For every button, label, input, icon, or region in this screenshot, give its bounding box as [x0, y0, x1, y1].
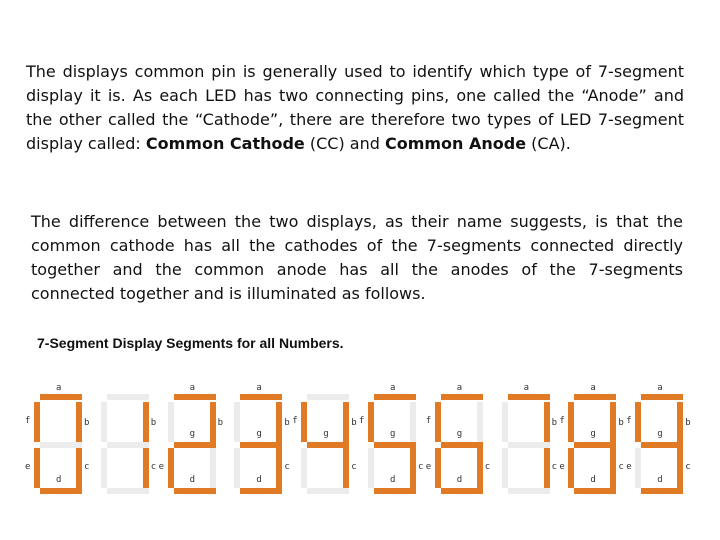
- common-anode-term: Common Anode: [384, 134, 527, 153]
- segment-label-a: a: [590, 383, 596, 393]
- segment-c: [677, 448, 683, 488]
- segment-label-e: e: [626, 462, 632, 472]
- segment-label-c: c: [551, 462, 558, 472]
- segment-label-g: g: [256, 429, 262, 439]
- segment-a: [508, 394, 550, 400]
- segment-label-b: b: [551, 418, 558, 428]
- segment-label-a: a: [657, 383, 663, 393]
- seven-segment-digit: [559, 372, 628, 500]
- segment-a: [574, 394, 616, 400]
- segment-b: [544, 402, 550, 442]
- segment-c: [610, 448, 616, 488]
- segment-b: [210, 402, 216, 442]
- segment-label-g: g: [189, 429, 196, 439]
- segment-f: [568, 402, 574, 442]
- segment-e: [34, 448, 40, 488]
- segment-label-d: d: [456, 475, 463, 485]
- segment-f: [168, 402, 174, 442]
- segment-label-f: f: [425, 416, 432, 426]
- segment-label-f: f: [626, 416, 632, 426]
- segment-label-b: b: [150, 418, 157, 428]
- segment-b: [477, 402, 483, 442]
- segment-c: [76, 448, 82, 488]
- segment-c: [276, 448, 282, 488]
- segment-e: [635, 448, 641, 488]
- segment-label-a: a: [456, 383, 463, 393]
- segment-d: [508, 488, 550, 494]
- segment-c: [143, 448, 149, 488]
- segment-label-a: a: [256, 383, 262, 393]
- segment-label-b: b: [217, 418, 224, 428]
- segment-label-e: e: [158, 462, 165, 472]
- seven-segment-digit: [95, 372, 161, 500]
- segment-f: [301, 402, 307, 442]
- section-heading: 7-Segment Display Segments for all Numbers.: [37, 335, 344, 351]
- segment-e: [301, 448, 307, 488]
- segment-f: [435, 402, 441, 442]
- segment-f: [368, 402, 374, 442]
- segment-label-f: f: [25, 416, 31, 426]
- segment-label-d: d: [657, 475, 663, 485]
- segment-d: [240, 488, 282, 494]
- segment-label-g: g: [590, 429, 596, 439]
- segment-label-f: f: [292, 416, 298, 426]
- segment-d: [641, 488, 683, 494]
- segment-c: [477, 448, 483, 488]
- seven-segment-digit: [425, 372, 495, 500]
- intro-text-end: (CA).: [526, 134, 571, 153]
- segment-e: [368, 448, 374, 488]
- segment-d: [374, 488, 416, 494]
- segment-e: [234, 448, 240, 488]
- segment-b: [276, 402, 282, 442]
- segment-label-e: e: [425, 462, 432, 472]
- segment-label-c: c: [284, 462, 290, 472]
- segment-c: [343, 448, 349, 488]
- segment-f: [635, 402, 641, 442]
- difference-paragraph: The difference between the two displays, as their name suggests, is that the common cathode has all the cathodes of the 7-segments connected directly together and the common anode has all the anodes of the 7-segments connected together and is illuminated as follows.: [31, 212, 683, 303]
- segment-label-d: d: [390, 475, 396, 485]
- seven-segment-digit: [25, 372, 94, 500]
- segment-b: [677, 402, 683, 442]
- segment-d: [307, 488, 349, 494]
- segment-e: [568, 448, 574, 488]
- segment-f: [234, 402, 240, 442]
- seven-segment-digit: [158, 372, 228, 500]
- segment-label-c: c: [418, 462, 424, 472]
- segment-a: [240, 394, 282, 400]
- seven-segment-digit: [359, 372, 428, 500]
- segment-a: [374, 394, 416, 400]
- segment-label-b: b: [284, 418, 290, 428]
- segment-b: [76, 402, 82, 442]
- segment-c: [410, 448, 416, 488]
- segment-a: [307, 394, 349, 400]
- seven-segment-digit: [496, 372, 565, 500]
- segment-label-c: c: [685, 462, 691, 472]
- segment-label-c: c: [618, 462, 624, 472]
- segment-label-g: g: [456, 429, 463, 439]
- segment-label-c: c: [150, 462, 157, 472]
- intro-paragraph: [26, 60, 684, 156]
- segment-label-g: g: [657, 429, 663, 439]
- segment-a: [174, 394, 216, 400]
- segment-label-c: c: [351, 462, 357, 472]
- seven-segment-digit: [292, 372, 361, 500]
- segment-label-b: b: [84, 418, 90, 428]
- segment-c: [544, 448, 550, 488]
- segment-d: [441, 488, 483, 494]
- segment-label-d: d: [256, 475, 262, 485]
- segment-label-b: b: [685, 418, 691, 428]
- segment-label-b: b: [618, 418, 624, 428]
- segment-a: [40, 394, 82, 400]
- segment-label-g: g: [323, 429, 329, 439]
- segment-label-d: d: [590, 475, 596, 485]
- segment-f: [34, 402, 40, 442]
- segment-a: [107, 394, 149, 400]
- segment-label-e: e: [25, 462, 31, 472]
- segment-d: [107, 488, 149, 494]
- segment-b: [143, 402, 149, 442]
- intro-text-middle: (CC) and: [304, 134, 385, 153]
- segment-label-a: a: [56, 383, 62, 393]
- segment-d: [574, 488, 616, 494]
- segment-label-a: a: [390, 383, 396, 393]
- segment-e: [101, 448, 107, 488]
- segment-label-c: c: [484, 462, 491, 472]
- segment-b: [610, 402, 616, 442]
- segment-label-f: f: [359, 416, 365, 426]
- segment-f: [502, 402, 508, 442]
- segment-e: [435, 448, 441, 488]
- segment-b: [410, 402, 416, 442]
- common-cathode-term: Common Cathode: [145, 134, 305, 153]
- segment-a: [441, 394, 483, 400]
- segment-label-e: e: [559, 462, 565, 472]
- segment-label-d: d: [189, 475, 196, 485]
- segment-label-g: g: [390, 429, 396, 439]
- segment-b: [343, 402, 349, 442]
- segment-label-d: d: [56, 475, 62, 485]
- seven-segment-digit: [228, 372, 294, 500]
- segment-d: [174, 488, 216, 494]
- segment-label-b: b: [351, 418, 357, 428]
- segment-label-a: a: [189, 383, 196, 393]
- segment-label-c: c: [84, 462, 90, 472]
- segment-e: [168, 448, 174, 488]
- intro-text-start: The displays common pin is generally used to identify which type of 7-segment display it is. As each LED has two connecting pins, one called the “Anode” and the other called the “Cathode”, there are therefore two types of LED 7-segment display called:: [26, 62, 684, 153]
- segment-d: [40, 488, 82, 494]
- segment-c: [210, 448, 216, 488]
- seven-segment-digit: [626, 372, 695, 500]
- segment-label-f: f: [559, 416, 565, 426]
- segment-label-a: a: [523, 383, 530, 393]
- segment-f: [101, 402, 107, 442]
- segment-e: [502, 448, 508, 488]
- segment-a: [641, 394, 683, 400]
